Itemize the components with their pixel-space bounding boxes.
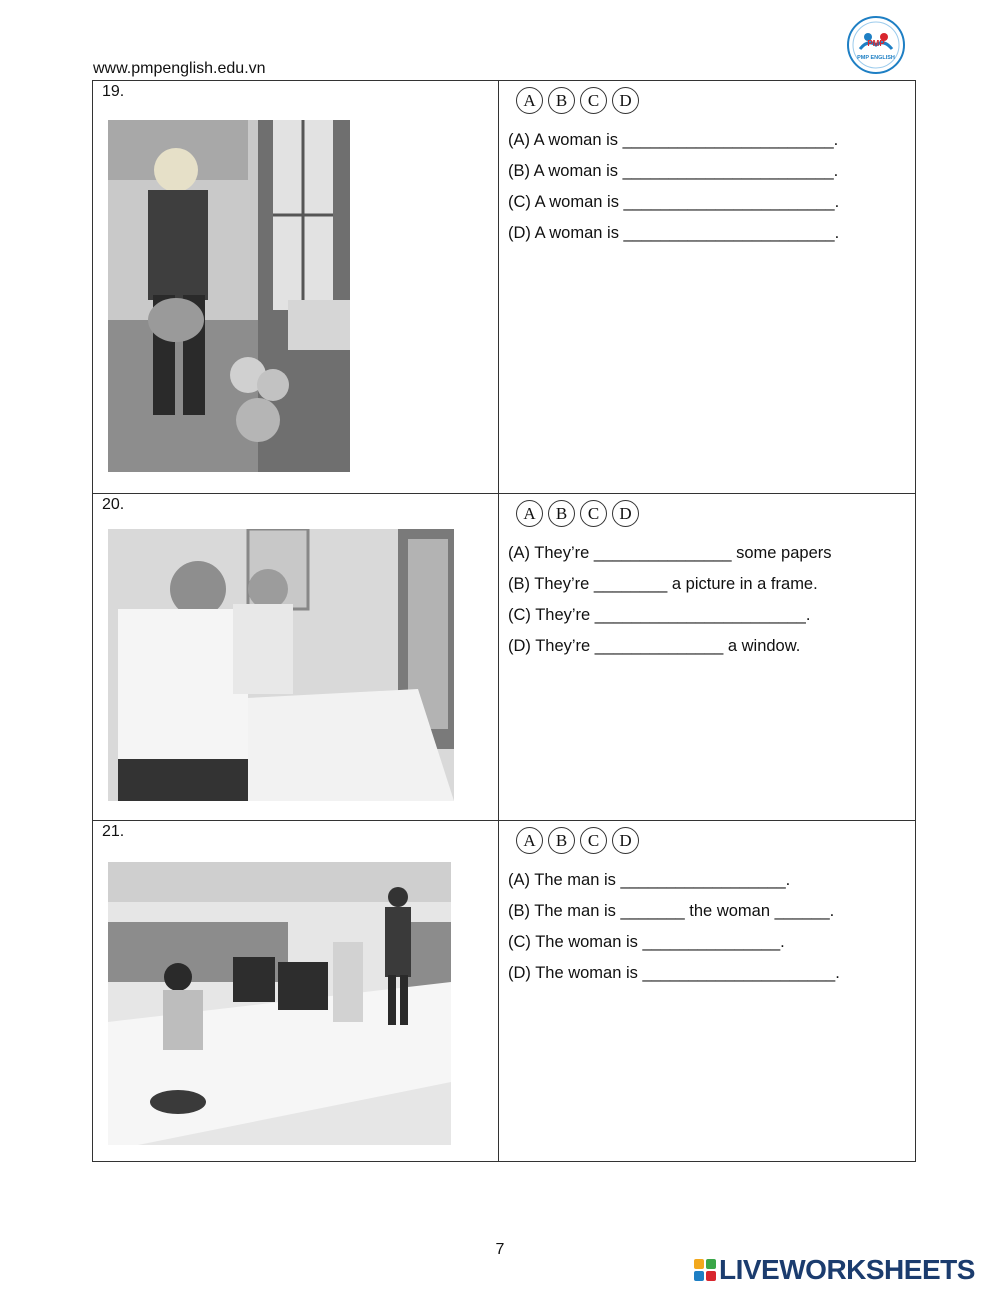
option-d[interactable]: (D) A woman is _______________________. (508, 224, 840, 242)
option-list (508, 544, 832, 668)
choice-a-bubble[interactable]: A (516, 827, 543, 854)
choice-c-bubble[interactable]: C (580, 500, 607, 527)
option-a[interactable]: (A) A woman is _______________________. (508, 131, 839, 149)
option-list (508, 131, 839, 255)
option-b[interactable]: (B) They’re ________ a picture in a frame. (508, 575, 818, 593)
choice-b-bubble[interactable]: B (548, 87, 575, 114)
choice-c-bubble[interactable]: C (580, 87, 607, 114)
option-a[interactable]: (A) The man is __________________. (508, 871, 791, 889)
site-url[interactable]: www.pmpenglish.edu.vn (93, 60, 266, 77)
question-row-19 (93, 81, 916, 494)
option-b[interactable]: (B) A woman is _______________________. (508, 162, 839, 180)
option-c[interactable]: (C) The woman is _______________. (508, 933, 785, 951)
questions-table (92, 80, 916, 1162)
option-d[interactable]: (D) The woman is _____________________. (508, 964, 840, 982)
question-number: 19. (102, 83, 125, 100)
choice-d-bubble[interactable]: D (612, 87, 639, 114)
liveworksheets-brand: LIVEWORKSHEETS (719, 1254, 975, 1285)
question-row-21 (93, 821, 916, 1162)
answer-cell-20 (499, 494, 916, 821)
pmp-english-logo (846, 15, 906, 75)
page-number: 7 (495, 1241, 505, 1258)
option-c[interactable]: (C) They’re _______________________. (508, 606, 811, 624)
answer-cell-19 (499, 81, 916, 494)
photo-woman-watering-plants (108, 120, 350, 472)
choice-b-bubble[interactable]: B (548, 500, 575, 527)
choice-a-bubble[interactable]: A (516, 500, 543, 527)
logo-text: PMP ENGLISH (857, 55, 895, 61)
question-number: 20. (102, 496, 125, 513)
liveworksheets-blocks-icon (694, 1259, 716, 1281)
answer-bubbles (516, 827, 639, 854)
question-row-20 (93, 494, 916, 821)
option-a[interactable]: (A) They’re _______________ some papers (508, 544, 832, 562)
option-b[interactable]: (B) The man is _______ the woman ______. (508, 902, 835, 920)
liveworksheets-logo[interactable] (694, 1254, 975, 1286)
svg-text:PMP: PMP (867, 39, 885, 48)
option-c[interactable]: (C) A woman is _______________________. (508, 193, 840, 211)
choice-b-bubble[interactable]: B (548, 827, 575, 854)
photo-cell-20 (93, 494, 499, 821)
choice-d-bubble[interactable]: D (612, 500, 639, 527)
photo-cell-19 (93, 81, 499, 494)
photo-cell-21 (93, 821, 499, 1162)
question-number: 21. (102, 823, 125, 840)
choice-d-bubble[interactable]: D (612, 827, 639, 854)
answer-bubbles (516, 87, 639, 114)
answer-bubbles (516, 500, 639, 527)
choice-a-bubble[interactable]: A (516, 87, 543, 114)
option-d[interactable]: (D) They’re ______________ a window. (508, 637, 801, 655)
answer-cell-21 (499, 821, 916, 1162)
option-list (508, 871, 840, 995)
photo-library-desk (108, 862, 451, 1145)
choice-c-bubble[interactable]: C (580, 827, 607, 854)
photo-men-reviewing-plans (108, 529, 454, 801)
